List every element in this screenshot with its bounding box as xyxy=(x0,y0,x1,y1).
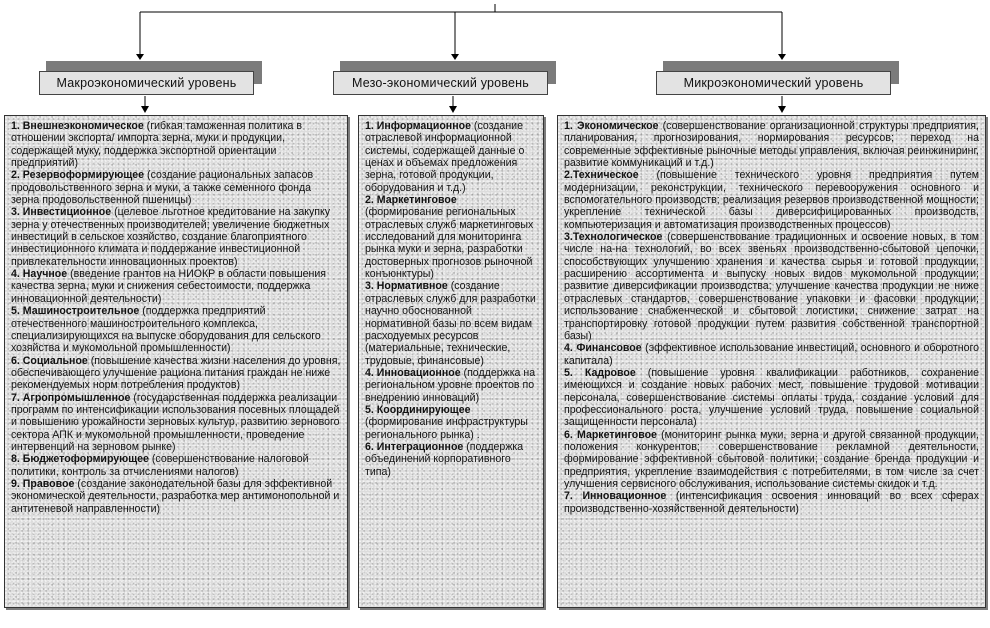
micro-item: 5. Кадровое (повышение уровня квалификации работников, сохранение имеющихся и создание новых рабочих мест, повышение трудовой мотивации персонала, совершенствование системы оплаты труда, создание условий для профессионального роста, улучшение условий труда, повышение социальной защищенности персонала) xyxy=(564,366,979,429)
meso-item: 4. Инновационное (поддержка на региональном уровне проектов по внедрению инноваций) xyxy=(365,366,536,404)
micro-level-header: Микроэкономический уровень xyxy=(656,71,891,95)
micro-item: 4. Финансовое (эффективное использование инвестиций, основного и оборотного капитала) xyxy=(564,342,979,367)
macro-level-header: Макроэкономический уровень xyxy=(39,71,254,95)
macro-item: 4. Научное (введение грантов на НИОКР в области повышения качества зерна, муки и снижения себестоимости, поддержка инновационной деятельности) xyxy=(11,268,327,305)
macro-level-panel xyxy=(4,115,348,608)
micro-item: 3.Технологическое (совершенствование традиционных и освоение новых, в том числе на-на технологий, во всех звеньях производственно-сбытовой цепочки, способствующих улучшению хранения и качества сырья и готовой продукции, расширению ассортимента и выпуску новых видов мукомольной продукции; развитие диверсификации производства; улучшение качества продукции не ниже отраслевых стандартов, совершенствование упаковки и фасовки продукции; использование снабженческой и сбытовой логистики, снижение затрат на транспортировку готовой продукции путем развития собственной транспортной базы) xyxy=(564,231,979,342)
macro-item: 3. Инвестиционное (целевое льготное кредитование на закупку зерна у отечественных производителей; увеличение бюджетных инвестиций в сельское хозяйство, создание благоприятного инвестиционного климата и поддержание инвестиционной привлекательности инновационных проектов) xyxy=(11,206,331,268)
macro-item: 5. Машиностроительное (поддержка предприятий отечественного машиностроительного комплекса, специализирующихся на выпуске оборудования для сельского хозяйства и мукомольной промышленности) xyxy=(11,305,321,355)
meso-level-header: Мезо-экономический уровень xyxy=(333,71,548,95)
micro-item: 7. Инновационное (интенсификация освоения инноваций во всех сферах производственно-хозяйственной деятельности) xyxy=(564,490,979,515)
macro-item: 1. Внешнеэкономическое (гибкая таможенная политика в отношении экспорта/ импорта зерна, муки и продукции, содержащей муку, поддержка экспортной ориентации предприятий) xyxy=(11,120,303,170)
micro-item: 1. Экономическое (совершенствование организационной структуры предприятия, планирования, прогнозирования, нормирования ресурсов; переход на современные эффективные рыночные методы управления, включая реинжиниринг, развитие коммуникаций и т.д.) xyxy=(564,120,979,170)
macro-item: 6. Социальное (повышение качества жизни населения до уровня, обеспечивающего улучшение рациона питания граждан не ниже рекомендуемых норм потребления продуктов) xyxy=(11,354,341,392)
macro-item: 2. Резервоформирующее (создание рациональных запасов продовольственного зерна и муки, а также семенного фонда зерна продовольственной пшеницы) xyxy=(11,169,314,207)
meso-item: 2. Маркетинговое (формирование региональных отраслевых служб маркетинговых исследований для мониторинга рынка муки и зерна, разработки достоверных прогнозов рыночной конъюнктуры) xyxy=(365,194,534,281)
meso-item: 1. Информационное (создание отраслевой информационной системы, содержащей данные о ценах и объемах предложения зерна, готовой продукции, оборудования и т.д.) xyxy=(365,120,525,194)
meso-item: 3. Нормативное (создание отраслевых служб для разработки научно обоснованной нормативной базы по всем видам расходуемых ресурсов (материальные, технические, трудовые, финансовые) xyxy=(365,280,536,367)
macro-item: 9. Правовое (создание законодательной базы для эффективной экономической деятельности, разработка мер антимонопольной и антитеневой направленности) xyxy=(11,477,340,515)
micro-item: 2.Техническое (повышение технического уровня предприятия путем модернизации, реконструкции, технического перевооружения основного и вспомогательного производств; реализация резервов производственной мощности; укрепление технической базы диверсифицированных производств, компьютеризация и автоматизация производственных процессов) xyxy=(564,169,979,231)
meso-level-panel xyxy=(358,115,544,608)
micro-item: 6. Маркетинговое (мониторинг рынка муки, зерна и другой связанной продукции, положения конкурентов; совершенствование рекламной деятельности, формирование эффективной сбытовой политики; создание бренда продукции и предприятия, укрепление взаимодействия с потребителями, в том числе за счет улучшения сервисного обслуживания, использование системы скидок и т.д. xyxy=(564,428,979,490)
micro-level-panel xyxy=(557,115,986,608)
meso-item: 5. Координирующее (формирование инфраструктуры регионального рынка) . xyxy=(365,403,528,441)
macro-item: 8. Бюджетоформирующее (совершенствование налоговой политики, контроль за отчислениями налогов) xyxy=(11,453,309,478)
meso-item: 6. Интеграционное (поддержка объединений корпоративного типа) xyxy=(365,440,524,478)
macro-item: 7. Агропромышленное (государственная поддержка реализации программ по интенсификации использования посевных площадей и повышению урожайности зерновых культур, развитию зернового сектора АПК и мукомольной промышленности, проведение интервенций на зерновом рынке) xyxy=(11,391,340,453)
